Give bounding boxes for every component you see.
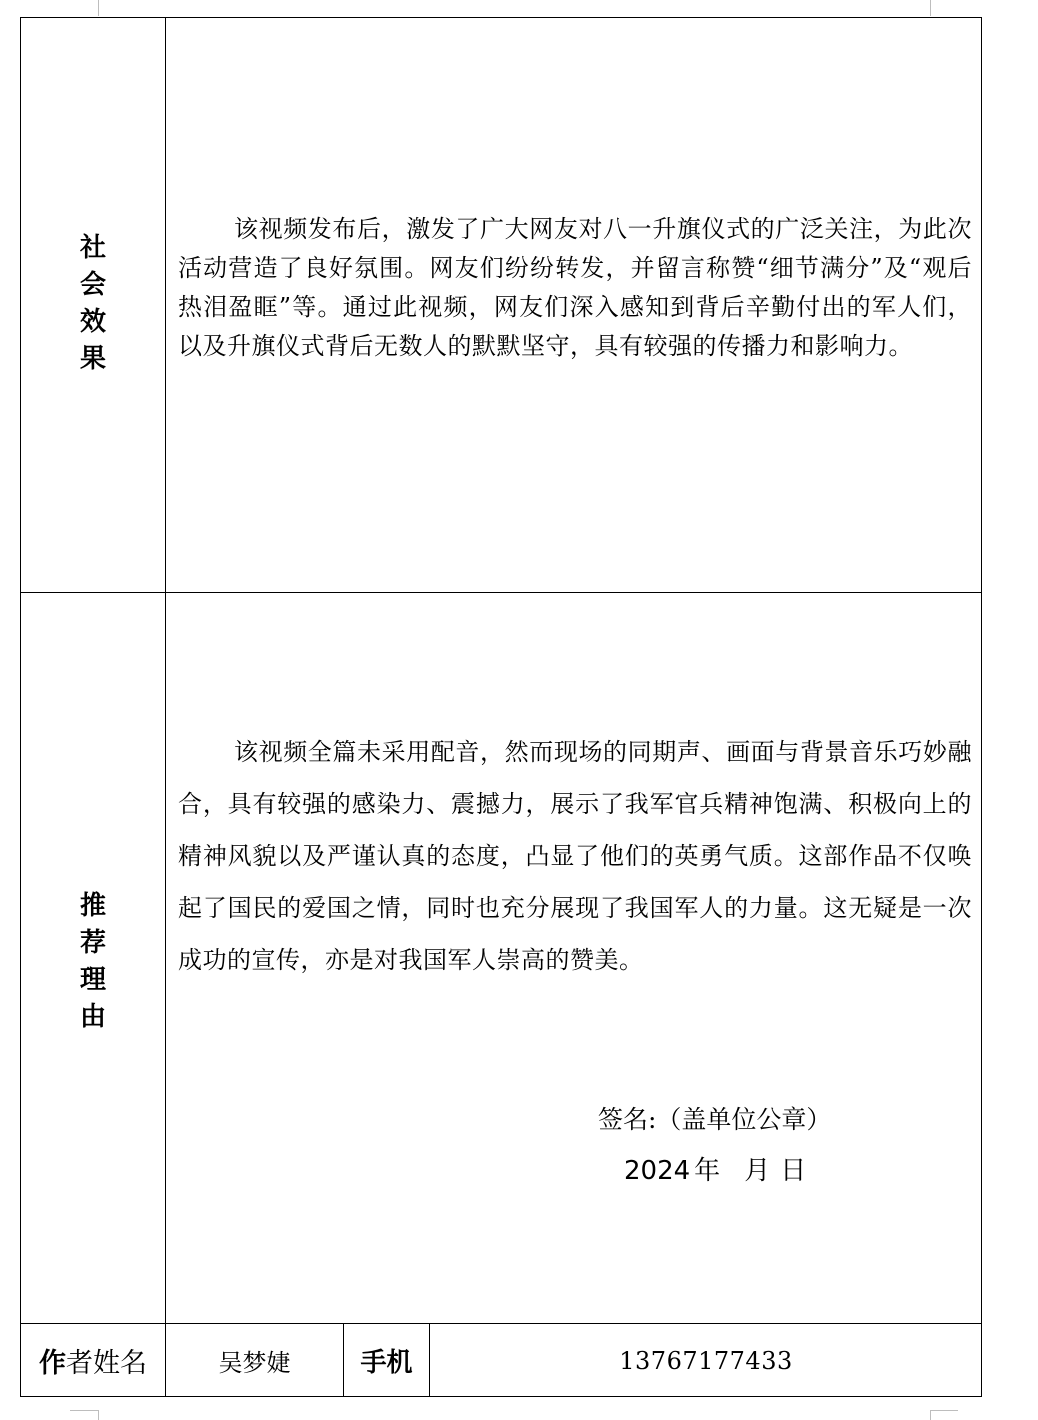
phone-value: 13767177433 [619,1346,793,1375]
label-char: 荐 [79,928,106,958]
label-char: 由 [79,1002,106,1032]
author-name-label [21,1324,165,1397]
date-year-unit: 年 [694,1156,721,1186]
label-char: 效 [79,307,106,337]
date-line [624,1150,806,1187]
author-label-first: 作 [39,1348,66,1379]
social-effect-text: 该视频发布后，激发了广大网友对八一升旗仪式的广泛关注，为此次活动营造了良好氛围。网友们纷纷转发，并留言称赞“细节满分”及“观后热泪盈眶”等。通过此视频，网友们深入感知到背后辛勤付出的军人们，以及升旗仪式背后无数人的默默坚守，具有较强的传播力和影响力。 [178,215,972,360]
table-divider [20,592,982,593]
reason-label [21,888,165,1036]
label-char: 社 [79,233,106,263]
crop-mark [70,1410,98,1411]
crop-mark [930,1410,931,1420]
social-effect-label [21,230,165,378]
date-year: 2024 [624,1156,691,1186]
author-name-value: 吴梦婕 [218,1349,291,1377]
crop-mark [930,0,931,16]
label-char: 理 [79,965,106,995]
date-month-unit: 月 [744,1156,771,1186]
author-label-rest: 者姓名 [66,1348,147,1379]
signature-line: 签名:（盖单位公章） [598,1105,832,1134]
crop-mark [98,1410,99,1420]
label-char: 会 [79,270,106,300]
label-char: 推 [79,891,106,921]
reason-text: 该视频全篇未采用配音，然而现场的同期声、画面与背景音乐巧妙融合，具有较强的感染力、震撼力，展示了我军官兵精神饱满、积极向上的精神风貌以及严谨认真的态度，凸显了他们的英勇气质。这部作品不仅唤起了国民的爱国之情，同时也充分展现了我国军人的力量。这无疑是一次成功的宣传，亦是对我国军人崇高的赞美。 [178,738,972,974]
date-day-unit: 日 [780,1156,807,1186]
label-char: 果 [79,344,106,374]
crop-mark [930,1410,958,1411]
phone-label: 手机 [360,1348,413,1378]
table-divider [165,17,166,1324]
crop-mark [98,0,99,16]
